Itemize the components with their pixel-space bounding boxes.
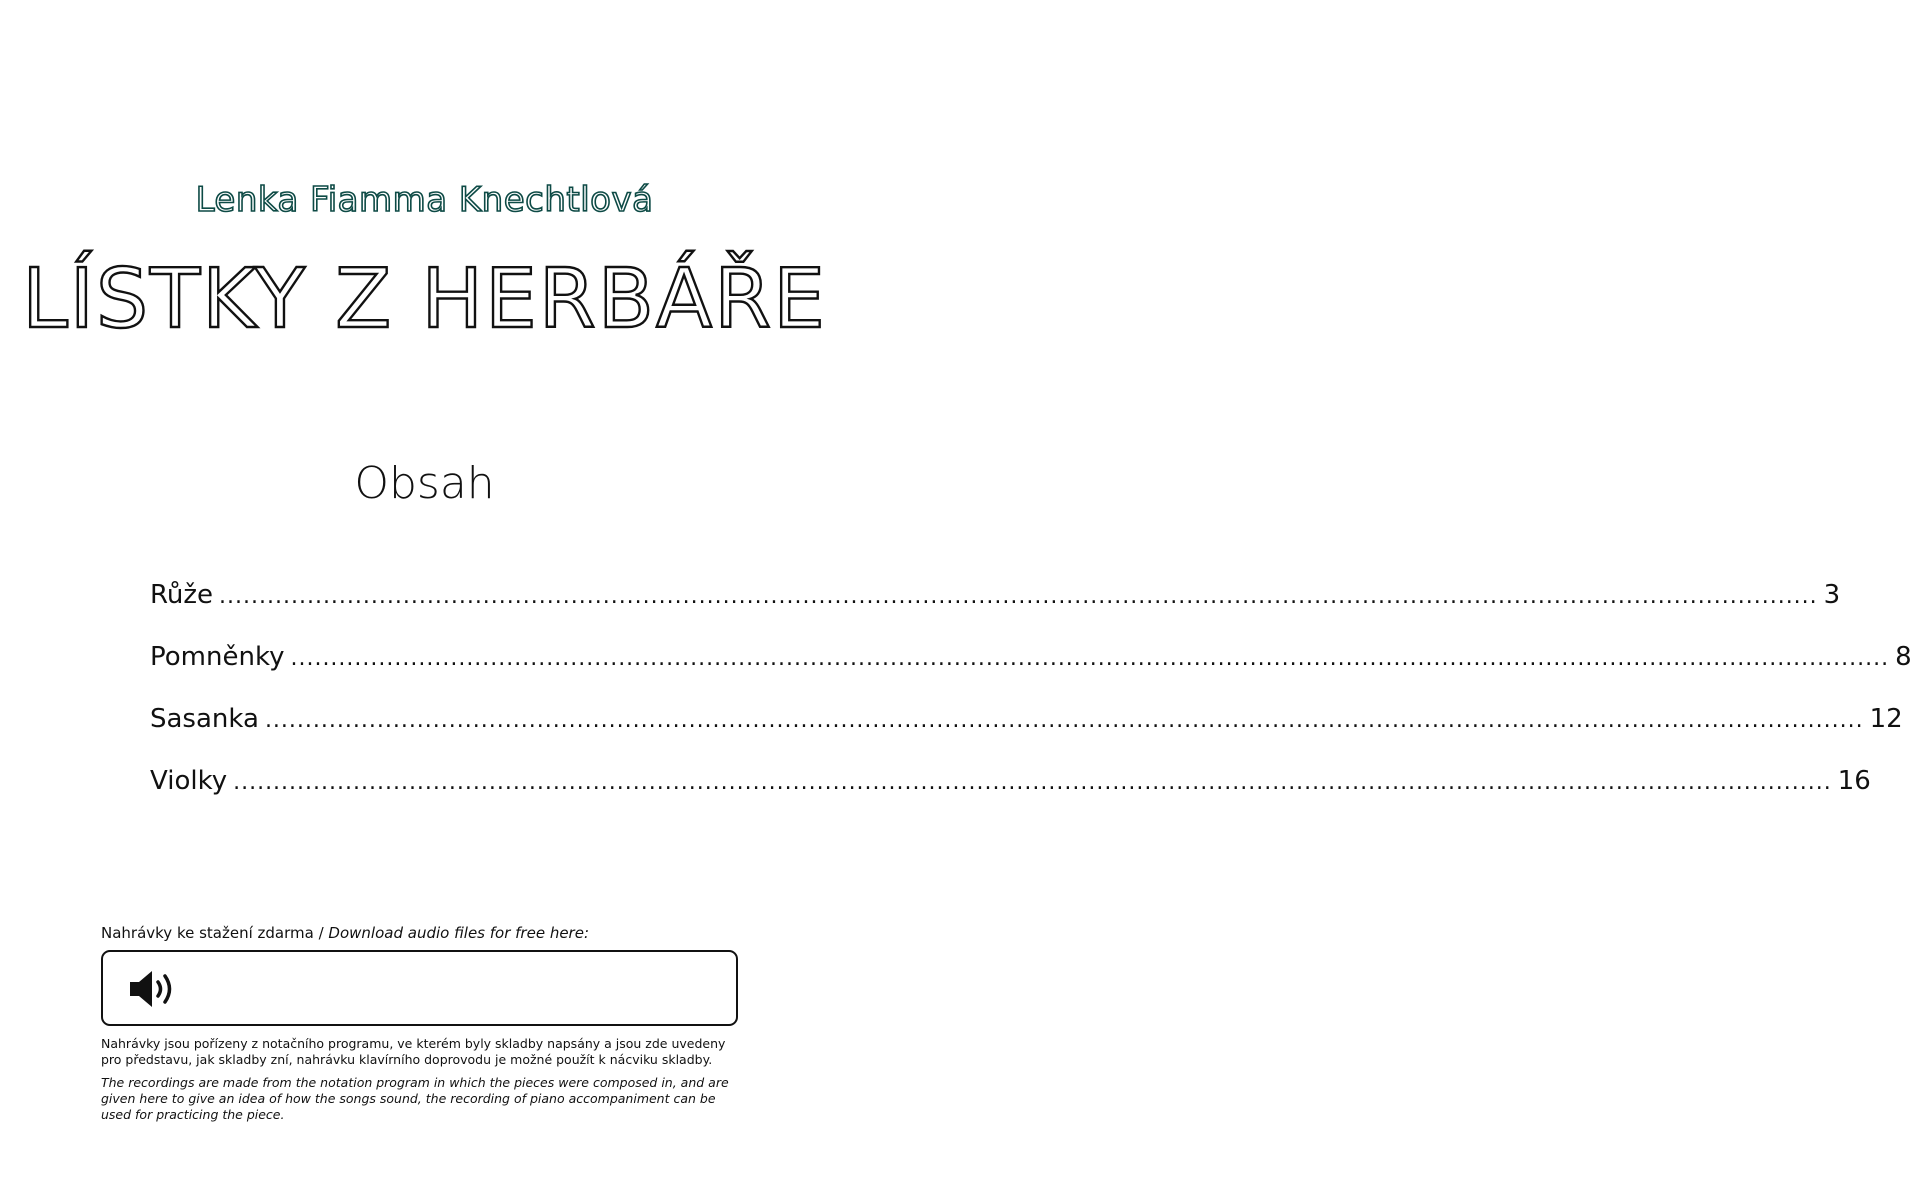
- toc-entry-name: Sasanka: [150, 704, 259, 734]
- toc-dot-leader: ........................................................................................................................................................................................................: [233, 770, 1832, 795]
- speaker-icon[interactable]: [128, 969, 180, 1009]
- toc-dot-leader: ........................................................................................................................................................................................................: [290, 646, 1890, 671]
- download-label-en: Download audio files for free here:: [328, 924, 590, 942]
- download-label-cz: Nahrávky ke stažení zdarma /: [101, 924, 329, 942]
- note-czech: Nahrávky jsou pořízeny z notačního programu, ve kterém byly skladby napsány a jsou zde uvedeny pro představu, jak skladby zní, nahrávku klavírního doprovodu je možné použít k nácviku skladby.: [101, 1036, 726, 1067]
- toc-entry[interactable]: [150, 580, 1841, 642]
- toc-heading: Obsah: [354, 458, 495, 509]
- toc-entry-name: Pomněnky: [150, 642, 285, 672]
- toc-entry[interactable]: [150, 766, 1871, 828]
- toc-entry-page: 8: [1895, 642, 1912, 672]
- toc-entry-name: Růže: [150, 580, 214, 610]
- author-name: Lenka Fiamma Knechtlová: [195, 180, 654, 220]
- toc-entry-name: Violky: [150, 766, 228, 796]
- toc-entry[interactable]: [150, 642, 1912, 704]
- toc-dot-leader: ........................................................................................................................................................................................................: [219, 584, 1818, 609]
- toc-entry[interactable]: [150, 704, 1903, 766]
- toc-entry-page: 12: [1869, 704, 1903, 734]
- toc-entry-page: 16: [1837, 766, 1871, 796]
- audio-player[interactable]: [101, 950, 738, 1026]
- table-of-contents: [150, 580, 1912, 828]
- note-english: The recordings are made from the notation program in which the pieces were composed in, and are given here to give an idea of how the songs sound, the recording of piano accompaniment can be used for practicing the piece.: [101, 1075, 729, 1122]
- page-title: LÍSTKY Z HERBÁŘE: [22, 252, 827, 347]
- toc-dot-leader: ........................................................................................................................................................................................................: [264, 708, 1864, 733]
- download-label: [101, 924, 589, 942]
- toc-entry-page: 3: [1823, 580, 1841, 610]
